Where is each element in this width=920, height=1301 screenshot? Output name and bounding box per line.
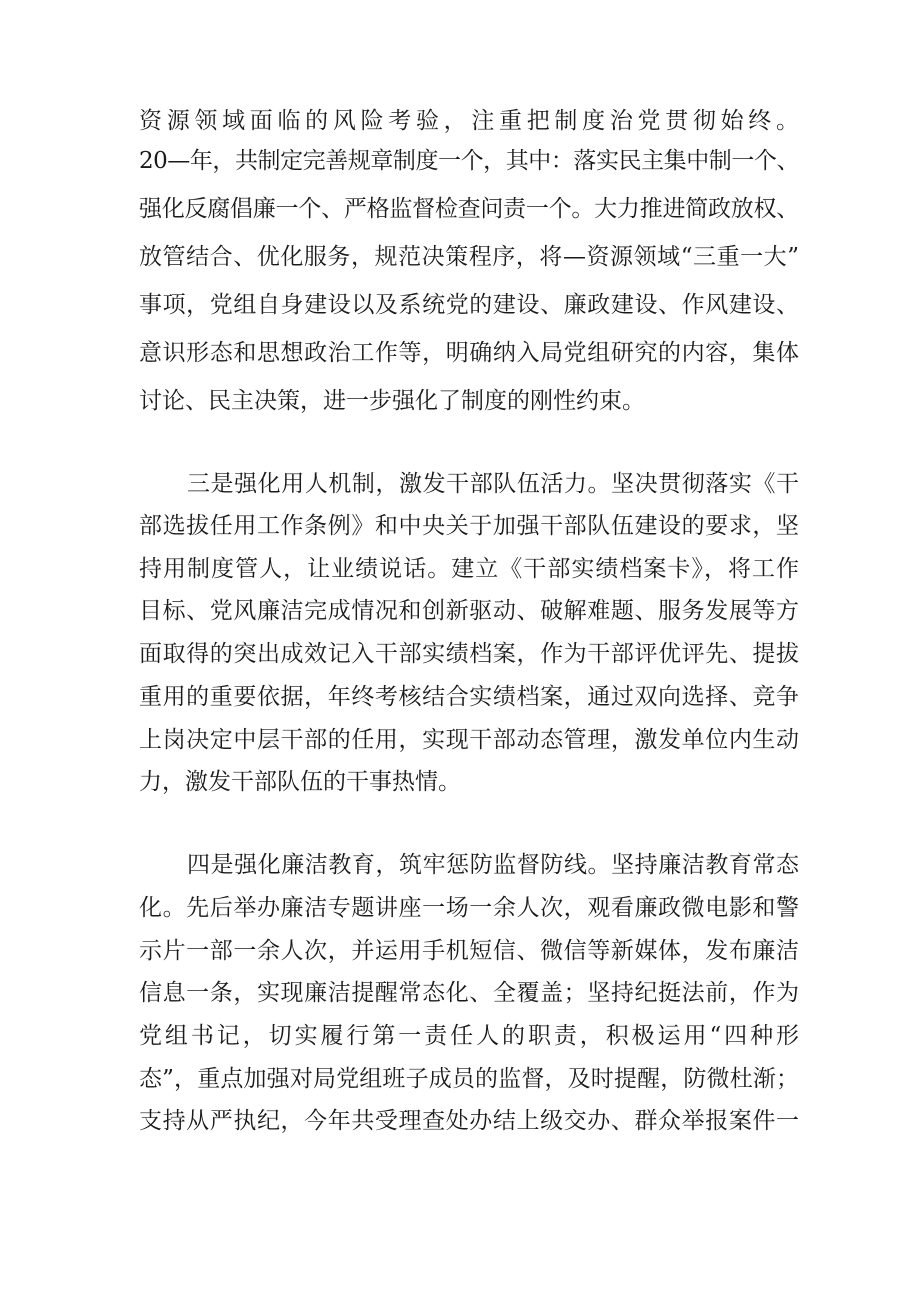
paragraph-2-line-7: 上岗决定中层干部的任用，实现干部动态管理，激发单位内生动	[139, 727, 799, 753]
paragraph-1-line-4: 放管结合、优化服务，规范决策程序，将—资源领域“三重一大”	[139, 244, 799, 270]
paragraph-2-line-5: 面取得的突出成效记入干部实绩档案，作为干部评优评先、提拔	[139, 641, 799, 667]
paragraph-2-line-3: 持用制度管人，让业绩说话。建立《干部实绩档案卡》，将工作	[139, 556, 799, 582]
paragraph-3-line-3: 示片一部一余人次，并运用手机短信、微信等新媒体，发布廉洁	[139, 938, 799, 964]
paragraph-2-line-8: 力，激发干部队伍的干事热情。	[139, 769, 461, 795]
paragraph-1-line-1: 资源领域面临的风险考验，注重把制度治党贯彻始终。	[139, 108, 799, 134]
paragraph-3-line-2: 化。先后举办廉洁专题讲座一场一余人次，观看廉政微电影和警	[139, 895, 799, 921]
paragraph-3-line-1: 四是强化廉洁教育，筑牢惩防监督防线。坚持廉洁教育常态	[187, 852, 799, 878]
paragraph-3-line-7: 支持从严执纪，今年共受理查处办结上级交办、群众举报案件一	[139, 1108, 799, 1134]
paragraph-1-line-6: 意识形态和思想政治工作等，明确纳入局党组研究的内容，集体	[139, 340, 799, 366]
paragraph-2-line-1: 三是强化用人机制，激发干部队伍活力。坚决贯彻落实《干	[187, 471, 799, 497]
paragraph-3-line-5: 党组书记，切实履行第一责任人的职责，积极运用“四种形	[139, 1023, 799, 1049]
paragraph-2-line-2: 部选拔任用工作条例》和中央关于加强干部队伍建设的要求，坚	[139, 513, 799, 539]
paragraph-1-line-2: 20—年，共制定完善规章制度一个，其中：落实民主集中制一个、	[139, 148, 799, 174]
paragraph-3-line-6: 态”，重点加强对局党组班子成员的监督，及时提醒，防微杜渐；	[139, 1066, 799, 1092]
paragraph-1-line-5: 事项，党组自身建设以及系统党的建设、廉政建设、作风建设、	[139, 292, 799, 318]
paragraph-3-line-4: 信息一条，实现廉洁提醒常态化、全覆盖；坚持纪挺法前，作为	[139, 980, 799, 1006]
paragraph-1-line-7: 讨论、民主决策，进一步强化了制度的刚性约束。	[139, 388, 645, 414]
paragraph-1-line-3: 强化反腐倡廉一个、严格监督检查问责一个。大力推进简政放权、	[139, 196, 799, 222]
paragraph-2-line-6: 重用的重要依据，年终考核结合实绩档案，通过双向选择、竞争	[139, 684, 799, 710]
paragraph-2-line-4: 目标、党风廉洁完成情况和创新驱动、破解难题、服务发展等方	[139, 598, 799, 624]
